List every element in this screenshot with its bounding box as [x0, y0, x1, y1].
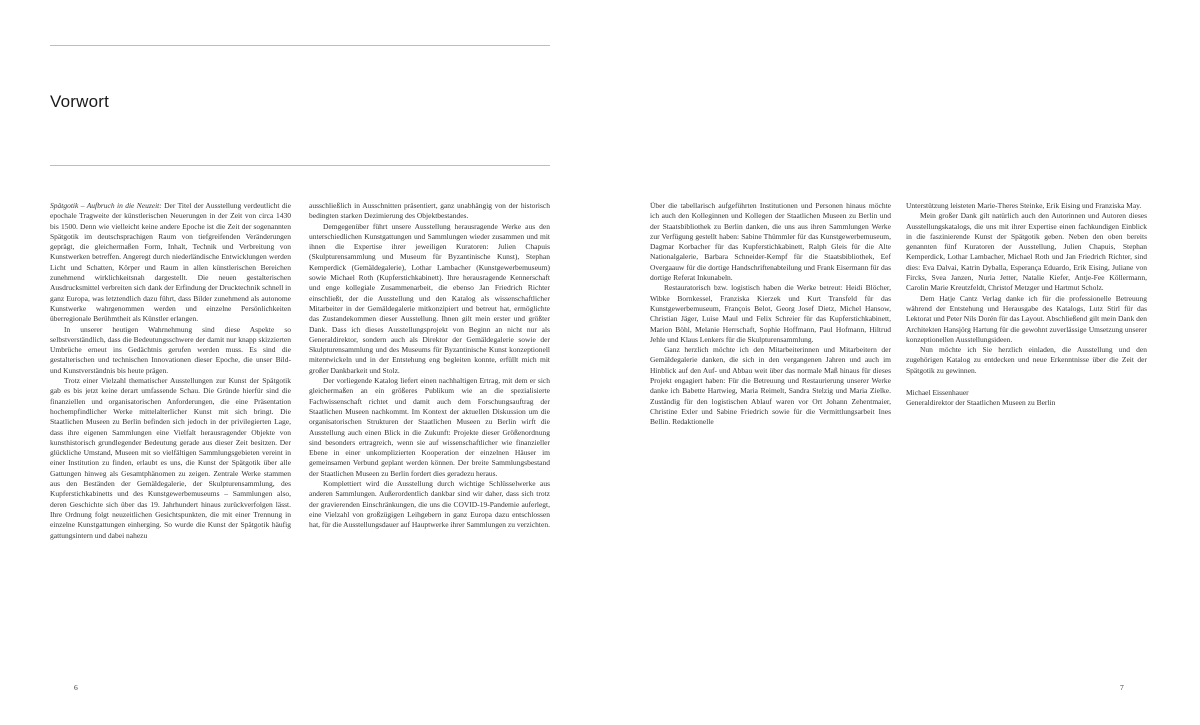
- right-page-column-1: [650, 201, 891, 428]
- left-page-column-1: [50, 201, 291, 541]
- page-number-left: 6: [74, 683, 78, 692]
- paragraph: Komplettiert wird die Ausstellung durch wichtige Schlüsselwerke aus anderen Sammlungen. Außerordentlich dankbar sind wir daher, dass sich trotz der gravierenden Einschränkungen, die uns die COVID-19-Pandemie auferlegt, eine Vielzahl von großzügigen Leihgebern in ganz Europa dazu entschlossen hat, für die Ausstellungsdauer auf Hauptwerke ihrer Sammlungen zu verzichten.: [309, 479, 550, 530]
- paragraph: Mein großer Dank gilt natürlich auch den Autorinnen und Autoren dieses Ausstellungskatalogs, die uns mit ihrer Expertise einen fachkundigen Einblick in die faszinierende Kunst der Spätgotik geben. Neben den oben bereits genannten fünf Kuratoren der Ausstellung, Julien Chapuis, Stephan Kemperdick, Lothar Lambacher, Michael Roth und Jan Friedrich Richter, sind dies: Eva Dalvai, Katrin Dyballa, Esperança Eduardo, Erik Eising, Juliane von Fircks, Svea Janzen, Nuria Jetter, Natalie Kiefer, Antje-Fee Köllermann, Carolin Marie Kreutzfeldt, Christof Metzger und Hartmut Scholz.: [906, 211, 1147, 293]
- paragraph: Ganz herzlich möchte ich den Mitarbeiterinnen und Mitarbeitern der Gemäldegalerie danken, die sich in den vergangenen Jahren und auch im Hinblick auf den Auf- und Abbau weit über das normale Maß hinaus für dieses Projekt engagiert haben: Für die Betreuung und Restaurierung unserer Werke danke ich Babette Hartwieg, Maria Reimelt, Sandra Stelzig und Maria Zielke. Zuständig für den logistischen Ablauf waren vor Ort Johann Zehentmaier, Christine Exler und Sabine Friedrich sowie für die Vermittlungsarbeit Ines Bellin. Redaktionelle: [650, 345, 891, 427]
- paragraph: In unserer heutigen Wahrnehmung sind diese Aspekte so selbstverständlich, dass die Bedeutungsschwere der damit nur knapp skizzierten Umbrüche erneut ins Gedächtnis gerufen werden muss. Es sind die gestalterischen und technischen Innovationen dieser Epoche, die unser Bild- und Kunstverständnis bis heute prägen.: [50, 324, 291, 375]
- paragraph: Der vorliegende Katalog liefert einen nachhaltigen Ertrag, mit dem er sich gleichermaßen an ein größeres Publikum wie an die spezialisierte Fachwissenschaft richtet und damit auch dem Forschungsauftrag der Staatlichen Museen nachkommt. Im Kontext der aktuellen Diskussion um die organisatorischen Strukturen der Staatlichen Museen zu Berlin wirft die Ausstellung auch einen Blick in die Zukunft: Projekte dieser Größenordnung sind besonders ertragreich, wenn sie auf wissenschaftlicher wie finanzieller Ebene in einer unkomplizierten Kooperation der einzelnen Häuser im gemeinsamen Verbund geplant werden können. Der breite Sammlungsbestand der Staatlichen Museen zu Berlin fordert dies geradezu heraus.: [309, 376, 550, 478]
- paragraph-text: Der Titel der Ausstellung verdeutlicht die epochale Tragweite der künstlerischen Neuerungen in der Zeit von circa 1430 bis 1500. Denn wie vielleicht keine andere Epoche ist die Zeit der sogenannten Spätgotik im deutschsprachigen Raum von tiefgreifenden Veränderungen geprägt, die gleichermaßen Form, Inhalt, Technik und Verbreitung von Kunstwerken betreffen. Angeregt durch niederländische Entwicklungen werden Licht und Schatten, Körper und Raum in allen künstlerischen Bereichen zunehmend wirklichkeitsnah dargestellt. Die neuen gestalterischen Ausdrucksmittel verbreiten sich dank der Erfindung der Drucktechnik schnell in ganz Europa, was letztendlich dazu führt, dass Bilder zunehmend als autonome Kunstwerke wahrgenommen werden und einzelne Persönlichkeiten überregionale Berühmtheit als Künstler erlangen.: [50, 201, 291, 324]
- paragraph: Über die tabellarisch aufgeführten Institutionen und Personen hinaus möchte ich auch den Kolleginnen und Kollegen der Staatlichen Museen zu Berlin und der Staatsbibliothek zu Berlin danken, die uns aus ihren Sammlungen Werke zur Verfügung gestellt haben: Sabine Thümmler für das Kunstgewerbemuseum, Dagmar Korbacher für das Kupferstichkabinett, Ralph Gleis für die Alte Nationalgalerie, Barbara Schneider-Kempf für die Staatsbibliothek, Eef Overgaauw für die dortige Handschriftenabteilung und Frank Eisermann für das dortige Referat Inkunabeln.: [650, 201, 891, 283]
- paragraph: Unterstützung leisteten Marie-Theres Steinke, Erik Eising und Franziska May.: [906, 201, 1142, 210]
- heading-rule: [50, 165, 550, 166]
- right-page-column-2: [906, 201, 1147, 409]
- paragraph: Restauratorisch bzw. logistisch haben die Werke betreut: Heidi Blöcher, Wibke Bornkessel, Franziska Kierzek und Kurt Transfeld für das Kunstgewerbemuseum, François Belot, Georg Josef Dietz, Michel Hansow, Christian Jäger, Luise Maul und Felix Schreier für das Kupferstichkabinett, Marion Böhl, Melanie Herrschaft, Sophie Hoffmann, Paul Hofmann, Hiltrud Jehle und Klaus Lenkers für die Skulpturensammlung.: [650, 283, 891, 344]
- paragraph: Dem Hatje Cantz Verlag danke ich für die professionelle Betreuung während der Entstehung und Herausgabe des Katalogs, Lutz Stirl für das Lektorat und Peter Nils Dorén für das Layout. Abschließend gilt mein Dank den Architekten Hansjörg Hartung für die gewohnt zuverlässige Umsetzung unserer konzeptionellen Ausstellungsideen.: [906, 293, 1147, 344]
- paragraph: Trotz einer Vielzahl thematischer Ausstellungen zur Kunst der Spätgotik gab es bis jetzt keine derart umfassende Schau. Die Gründe hierfür sind die finanziellen und organisatorischen Anforderungen, die eine Präsentation hochempfindlicher Werke mittelalterlicher Kunst mit sich bringt. Die Staatlichen Museen zu Berlin befinden sich jedoch in der privilegierten Lage, dass ihre eigenen Sammlungen eine Vielfalt herausragender Objekte von kunsthistorisch grundlegender Bedeutung gerade aus dieser Zeit besitzen. Der glückliche Umstand, Museen mit so vielfältigen Sammlungsgebieten vereint in einer Institution zu finden, erlaubt es uns, die Kunst der Spätgotik über alle Gattungen hinweg als Gesamtphänomen zu zeigen. Zentrale Werke stammen aus den Beständen der Gemäldegalerie, der Skulpturensammlung, des Kupferstichkabinetts und des Kunstgewerbemuseums – Sammlungen also, deren Geschichte sich über das 19. Jahrhundert hinaus zurückverfolgen lässt. Ihre Ordnung folgt neuzeitlichen Gesichtspunkten, die mit einer Trennung in einzelne Kunstgattungen einherging. So wurde die Kunst der Spätgotik häufig gattungsintern und dabei nahezu: [50, 376, 291, 540]
- page-number-right: 7: [1120, 683, 1124, 692]
- page-heading: Vorwort: [50, 92, 110, 111]
- paragraph: [50, 201, 291, 325]
- paragraph: Demgegenüber führt unsere Ausstellung herausragende Werke aus den unterschiedlichen Kunstgattungen und Sammlungen wieder zusammen und mit ihnen die Expertise ihrer jeweiligen Kuratoren: Julien Chapuis (Skulpturensammlung und Museum für Byzantinische Kunst), Stephan Kemperdick (Gemäldegalerie), Lothar Lambacher (Kunstgewerbemuseum) sowie Michael Roth (Kupferstichkabinett). Ihre herausragende Kennerschaft und enge kollegiale Zusammenarbeit, die ebenso Jan Friedrich Richter einschließt, der die Ausstellung und den Katalog als wissenschaftlicher Mitarbeiter in der Gemäldegalerie mitkonzipiert und betreut hat, ermöglichte das Zustandekommen dieser Ausstellung. Ihnen gilt mein erster und größter Dank. Dass ich dieses Ausstellungsprojekt von Beginn an nicht nur als Generaldirektor, sondern auch als Direktor der Gemäldegalerie sowie der Skulpturensammlung und des Museums für Byzantinische Kunst konzeptionell mitentwickeln und in der Entstehung eng begleiten konnte, erfüllt mich mit großer Dankbarkeit und Stolz.: [309, 221, 550, 375]
- top-rule: [50, 45, 550, 46]
- intro-italic: Spätgotik – Aufbruch in die Neuzeit:: [50, 201, 162, 210]
- paragraph: ausschließlich in Ausschnitten präsentiert, ganz unabhängig von der historisch bedingten starken Dezimierung des Objektbestandes.: [309, 201, 550, 221]
- signature-title: Generaldirektor der Staatlichen Museen zu Berlin: [906, 398, 1056, 408]
- paragraph: Nun möchte ich Sie herzlich einladen, die Ausstellung und den zugehörigen Katalog zu entdecken und neue Erkenntnisse über die Zeit der Spätgotik zu gewinnen.: [906, 345, 1147, 375]
- signature-name: Michael Eissenhauer: [906, 388, 969, 398]
- left-page-column-2: [309, 201, 550, 531]
